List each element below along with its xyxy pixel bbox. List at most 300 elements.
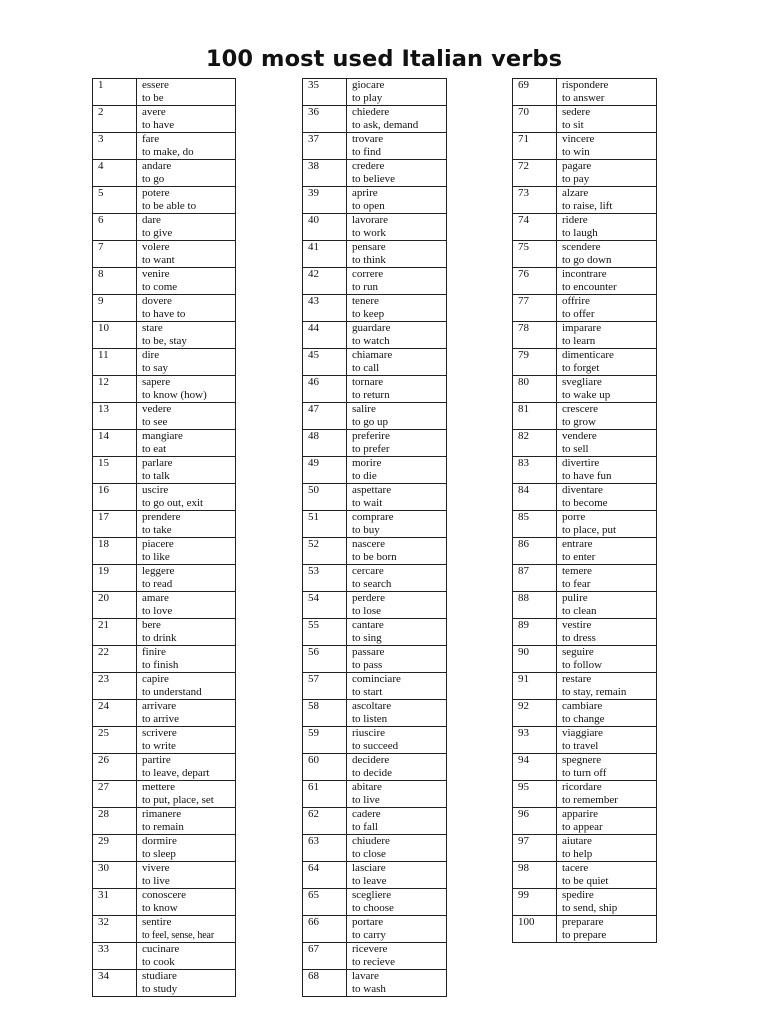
table-row [513,403,657,430]
verb-number: 45 [303,349,347,376]
italian-verb: aprire [352,187,378,199]
english-translation: to pay [562,173,590,185]
verb-cell [347,349,447,376]
english-translation: to take [142,524,172,536]
verb-number: 51 [303,511,347,538]
table-row [303,403,447,430]
verb-cell [557,295,657,322]
italian-verb: cantare [352,619,384,631]
italian-verb: vivere [142,862,170,874]
english-translation: to be born [352,551,397,563]
table-row [93,781,236,808]
table-row [93,484,236,511]
verb-cell [137,457,236,484]
verb-cell [137,862,236,889]
italian-verb: cambiare [562,700,603,712]
verb-number: 11 [93,349,137,376]
table-row [513,430,657,457]
table-row [93,700,236,727]
verb-cell [137,79,236,106]
verb-cell [137,889,236,916]
english-translation: to be able to [142,200,197,212]
verb-cell [137,808,236,835]
table-row [303,781,447,808]
page-title: 100 most used Italian verbs [205,46,563,72]
table-row [303,970,447,997]
italian-verb: partire [142,754,171,766]
italian-verb: finire [142,646,166,658]
english-translation: to leave [352,875,387,887]
italian-verb: fare [142,133,160,145]
verb-cell [137,214,236,241]
italian-verb: parlare [142,457,173,469]
italian-verb: piacere [142,538,174,550]
verb-cell [557,430,657,457]
table-row [93,430,236,457]
table-row [303,376,447,403]
italian-verb: tenere [352,295,379,307]
table-row [513,592,657,619]
table-row [303,916,447,943]
italian-verb: temere [562,565,592,577]
table-row [303,160,447,187]
verb-number: 98 [513,862,557,889]
italian-verb: studiare [142,970,177,982]
italian-verb: vestire [562,619,592,631]
english-translation: to start [352,686,383,698]
english-translation: to turn off [562,767,607,779]
italian-verb: capire [142,673,169,685]
verb-number: 92 [513,700,557,727]
verb-number: 57 [303,673,347,700]
italian-verb: spedire [562,889,594,901]
table-row [303,214,447,241]
english-translation: to be, stay [142,335,187,347]
table-row [93,106,236,133]
verb-cell [137,700,236,727]
table-row [303,835,447,862]
english-translation: to decide [352,767,393,779]
verb-cell [137,916,236,943]
english-translation: to prepare [562,929,607,941]
english-translation: to forget [562,362,600,374]
english-translation: to go out, exit [142,497,204,509]
verb-number: 77 [513,295,557,322]
italian-verb: aspettare [352,484,392,496]
italian-verb: vendere [562,430,597,442]
table-row [303,349,447,376]
italian-verb: preferire [352,430,390,442]
verb-cell [137,403,236,430]
table-row [93,268,236,295]
italian-verb: avere [142,106,166,118]
italian-verb: crescere [562,403,599,415]
italian-verb: nascere [352,538,385,550]
italian-verb: apparire [562,808,599,820]
verb-cell [557,727,657,754]
italian-verb: dormire [142,835,177,847]
verb-number: 4 [93,160,137,187]
verb-cell [347,322,447,349]
table-row [93,160,236,187]
italian-verb: scrivere [142,727,177,739]
english-translation: to stay, remain [562,686,627,698]
verb-number: 35 [303,79,347,106]
verb-number: 6 [93,214,137,241]
verb-cell [347,700,447,727]
italian-verb: rispondere [562,79,609,91]
verb-number: 9 [93,295,137,322]
english-translation: to have [142,119,175,131]
table-row [513,781,657,808]
verb-cell [557,781,657,808]
italian-verb: ricordare [562,781,602,793]
italian-verb: seguire [562,646,594,658]
italian-verb: sedere [562,106,591,118]
verb-cell [347,133,447,160]
verb-number: 89 [513,619,557,646]
verb-number: 76 [513,268,557,295]
english-translation: to feel, sense, hear [142,930,215,941]
english-translation: to cook [142,956,175,968]
english-translation: to come [142,281,178,293]
verb-number: 46 [303,376,347,403]
english-translation: to read [142,578,173,590]
english-translation: to say [142,362,168,374]
verb-number: 91 [513,673,557,700]
english-translation: to raise, lift [562,200,613,212]
verb-number: 48 [303,430,347,457]
table-row [93,565,236,592]
table-row [513,727,657,754]
english-translation: to make, do [142,146,194,158]
table-row [303,565,447,592]
english-translation: to finish [142,659,179,671]
english-translation: to go down [562,254,612,266]
italian-verb: viaggiare [562,727,603,739]
english-translation: to be quiet [562,875,609,887]
italian-verb: pagare [562,160,592,172]
verb-number: 67 [303,943,347,970]
italian-verb: rimanere [142,808,182,820]
table-row [303,295,447,322]
table-row [93,403,236,430]
table-row [513,862,657,889]
english-translation: to wait [352,497,383,509]
verb-number: 30 [93,862,137,889]
table-row [303,430,447,457]
verb-number: 12 [93,376,137,403]
italian-verb: chiedere [352,106,390,118]
verb-number: 21 [93,619,137,646]
english-translation: to send, ship [562,902,618,914]
italian-verb: cadere [352,808,381,820]
table-row [513,835,657,862]
verb-cell [347,295,447,322]
verb-cell [137,430,236,457]
verb-number: 26 [93,754,137,781]
verb-number: 94 [513,754,557,781]
verb-number: 29 [93,835,137,862]
table-row [513,619,657,646]
verb-number: 95 [513,781,557,808]
verb-cell [137,835,236,862]
table-row [93,511,236,538]
italian-verb: arrivare [142,700,177,712]
verb-cell [557,754,657,781]
verb-cell [557,889,657,916]
english-translation: to clean [562,605,597,617]
italian-verb: vincere [562,133,595,145]
verb-number: 49 [303,457,347,484]
verb-cell [137,268,236,295]
verb-cell [347,619,447,646]
english-translation: to help [562,848,593,860]
verb-cell [557,673,657,700]
italian-verb: preparare [562,916,604,928]
italian-verb: cominciare [352,673,401,685]
verb-number: 68 [303,970,347,997]
verb-number: 69 [513,79,557,106]
verb-cell [347,430,447,457]
table-row [513,295,657,322]
verb-cell [137,754,236,781]
verb-cell [557,916,657,943]
english-translation: to have to [142,308,186,320]
english-translation: to buy [352,524,380,536]
table-row [303,511,447,538]
italian-verb: cucinare [142,943,180,955]
table-row [513,700,657,727]
italian-verb: essere [142,79,169,91]
italian-verb: amare [142,592,169,604]
english-translation: to keep [352,308,385,320]
italian-verb: mangiare [142,430,183,442]
english-translation: to want [142,254,175,266]
italian-verb: sapere [142,376,171,388]
verb-cell [557,241,657,268]
verb-number: 44 [303,322,347,349]
verb-cell [557,160,657,187]
verb-cell [347,889,447,916]
verb-cell [557,106,657,133]
italian-verb: giocare [352,79,385,91]
verb-number: 22 [93,646,137,673]
english-translation: to learn [562,335,596,347]
english-translation: to live [142,875,170,887]
english-translation: to have fun [562,470,612,482]
italian-verb: passare [352,646,385,658]
italian-verb: tornare [352,376,384,388]
verb-cell [347,484,447,511]
italian-verb: entrare [562,538,593,550]
english-translation: to know [142,902,178,914]
italian-verb: leggere [142,565,175,577]
italian-verb: morire [352,457,382,469]
italian-verb: abitare [352,781,382,793]
english-translation: to pass [352,659,383,671]
verb-number: 36 [303,106,347,133]
verb-cell [557,862,657,889]
table-row [93,862,236,889]
english-translation: to sleep [142,848,176,860]
table-row [513,565,657,592]
italian-verb: cercare [352,565,384,577]
english-translation: to go up [352,416,389,428]
table-row [93,835,236,862]
verb-table-column-1 [92,78,236,997]
table-row [303,700,447,727]
verb-cell [557,592,657,619]
verb-cell [137,943,236,970]
english-translation: to work [352,227,386,239]
table-row [93,79,236,106]
verb-cell [557,565,657,592]
italian-verb: lasciare [352,862,386,874]
verb-number: 54 [303,592,347,619]
italian-verb: perdere [352,592,385,604]
italian-verb: correre [352,268,384,280]
verb-cell [137,133,236,160]
verb-cell [557,133,657,160]
table-row [303,862,447,889]
table-row [303,754,447,781]
table-row [93,214,236,241]
verb-cell [347,835,447,862]
italian-verb: trovare [352,133,384,145]
table-row [93,970,236,997]
verb-cell [137,538,236,565]
verb-number: 3 [93,133,137,160]
english-translation: to talk [142,470,170,482]
verb-number: 24 [93,700,137,727]
verb-cell [347,970,447,997]
table-row [513,106,657,133]
verb-cell [347,241,447,268]
italian-verb: portare [352,916,384,928]
english-translation: to know (how) [142,389,207,401]
table-row [93,754,236,781]
verb-number: 42 [303,268,347,295]
verb-number: 87 [513,565,557,592]
italian-verb: tacere [562,862,589,874]
verb-number: 52 [303,538,347,565]
table-row [513,511,657,538]
verb-cell [557,457,657,484]
english-translation: to remain [142,821,184,833]
table-row [513,916,657,943]
italian-verb: divertire [562,457,600,469]
table-row [303,673,447,700]
verb-cell [347,403,447,430]
english-translation: to drink [142,632,177,644]
italian-verb: sentire [142,916,172,928]
verb-cell [137,295,236,322]
verb-cell [347,511,447,538]
verb-cell [137,727,236,754]
verb-number: 39 [303,187,347,214]
english-translation: to live [352,794,380,806]
verb-number: 17 [93,511,137,538]
english-translation: to appear [562,821,603,833]
verb-cell [347,916,447,943]
italian-verb: offrire [562,295,590,307]
table-row [303,187,447,214]
table-row [513,79,657,106]
english-translation: to travel [562,740,599,752]
verb-number: 86 [513,538,557,565]
verb-number: 40 [303,214,347,241]
verb-number: 90 [513,646,557,673]
verb-number: 20 [93,592,137,619]
verb-cell [347,592,447,619]
verb-number: 66 [303,916,347,943]
verb-cell [557,511,657,538]
italian-verb: diventare [562,484,603,496]
verb-number: 8 [93,268,137,295]
verb-number: 70 [513,106,557,133]
english-translation: to see [142,416,168,428]
italian-verb: potere [142,187,170,199]
verb-cell [347,160,447,187]
english-translation: to watch [352,335,390,347]
verb-number: 1 [93,79,137,106]
verb-number: 18 [93,538,137,565]
table-row [513,484,657,511]
table-row [513,754,657,781]
table-row [93,295,236,322]
verb-number: 81 [513,403,557,430]
verb-cell [137,484,236,511]
english-translation: to sing [352,632,382,644]
table-row [93,727,236,754]
table-row [303,646,447,673]
verb-cell [347,943,447,970]
table-row [93,889,236,916]
verb-cell [137,322,236,349]
italian-verb: chiamare [352,349,393,361]
verb-cell [557,700,657,727]
english-translation: to listen [352,713,388,725]
verb-cell [137,106,236,133]
verb-number: 99 [513,889,557,916]
italian-verb: bere [142,619,161,631]
english-translation: to succeed [352,740,399,752]
italian-verb: dovere [142,295,172,307]
italian-verb: salire [352,403,376,415]
italian-verb: dire [142,349,160,361]
italian-verb: svegliare [562,376,602,388]
verb-number: 61 [303,781,347,808]
table-row [513,322,657,349]
verb-number: 72 [513,160,557,187]
verb-cell [347,187,447,214]
verb-number: 13 [93,403,137,430]
english-translation: to arrive [142,713,179,725]
verb-number: 88 [513,592,557,619]
verb-cell [137,241,236,268]
italian-verb: comprare [352,511,394,523]
table-row [303,538,447,565]
english-translation: to follow [562,659,603,671]
table-row [303,79,447,106]
english-translation: to eat [142,443,167,455]
english-translation: to open [352,200,385,212]
verb-number: 41 [303,241,347,268]
table-row [303,133,447,160]
table-row [513,214,657,241]
english-translation: to place, put [562,524,617,536]
